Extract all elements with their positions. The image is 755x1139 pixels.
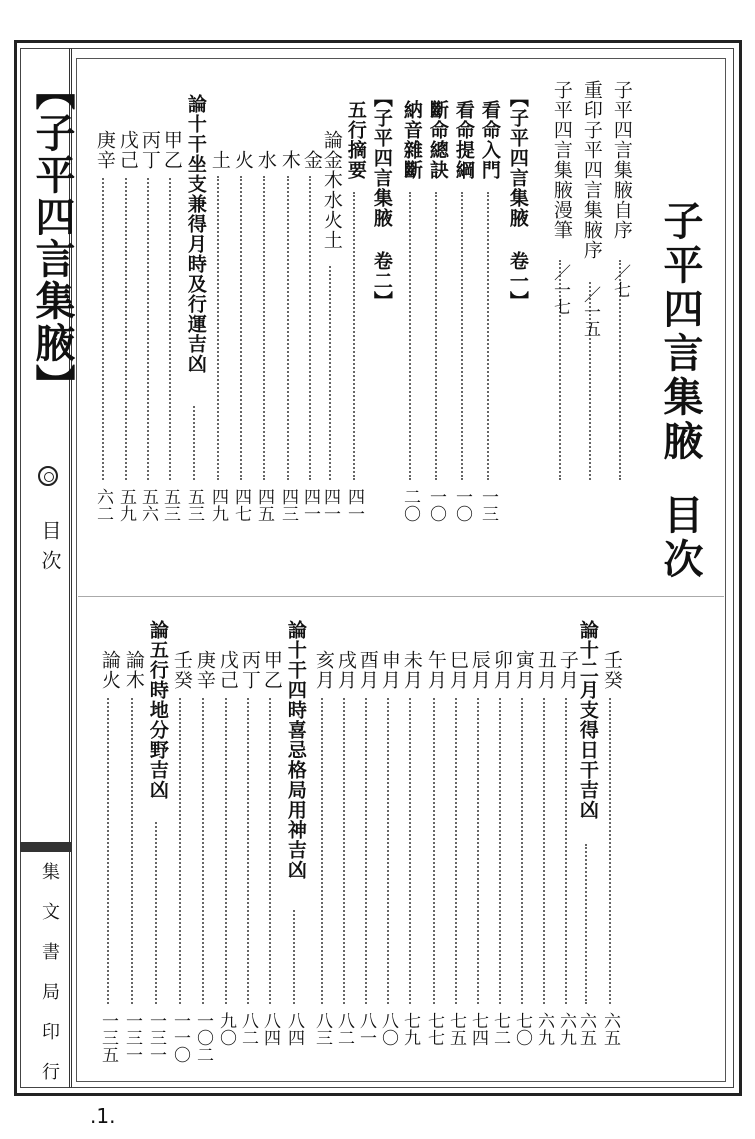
dotted-leader (543, 698, 545, 1004)
toc-entry-page: 四五 (254, 488, 274, 522)
toc-entry-page: 七〇 (512, 1012, 532, 1046)
toc-entry-page: 七二 (490, 1012, 510, 1046)
toc-entry-page: 八四 (260, 1012, 280, 1046)
toc-entry-title: 巳月 (446, 650, 469, 690)
toc-entry-page: 一三一 (122, 1012, 142, 1063)
toc-entry-title: 【子平四言集腋 卷二】 (370, 88, 393, 311)
spine-title: 【子平四言集腋】 (29, 70, 75, 406)
toc-entry-title: 丙丁 (238, 650, 261, 690)
toc-entry-page: 九〇 (216, 1012, 236, 1046)
toc-entry-title: 論十二月支得日干吉凶 (576, 620, 599, 820)
toc-entry-title: 看命提綱 (452, 100, 475, 180)
dotted-leader (263, 176, 265, 480)
dotted-leader (193, 406, 195, 480)
dotted-leader (102, 178, 104, 480)
dotted-leader (309, 176, 311, 480)
toc-heading: 目次 (657, 494, 703, 582)
toc-entry-title: 論五行時地分野吉凶 (146, 620, 169, 800)
dotted-leader (269, 698, 271, 1004)
toc-entry-page: 五三 (184, 488, 204, 522)
toc-entry-page: 八二 (238, 1012, 258, 1046)
dotted-leader (287, 176, 289, 480)
toc-entry-title: 五行摘要 (344, 100, 367, 180)
dotted-leader (179, 698, 181, 1004)
dotted-leader (409, 192, 411, 480)
toc-entry-page: 六五 (600, 1012, 620, 1046)
toc-entry-page: 五三 (160, 488, 180, 522)
toc-entry-page: 八〇 (378, 1012, 398, 1046)
page-number: .1. (90, 1104, 116, 1128)
dotted-leader (343, 698, 345, 1004)
toc-entry-page: ／七 (610, 264, 630, 298)
dotted-leader (107, 698, 109, 1004)
toc-entry-page: 一三五 (98, 1012, 118, 1063)
spine-publisher: 集文書局印行 (39, 862, 60, 1102)
toc-entry-title: 論木 (122, 650, 145, 690)
toc-entry-page: 二〇 (400, 488, 420, 522)
toc-entry-page: 一三一 (146, 1012, 166, 1063)
toc-entry-title: 看命入門 (478, 100, 501, 180)
toc-entry-page: 七九 (400, 1012, 420, 1046)
toc-entry-title: 亥月 (312, 650, 335, 690)
toc-entry-page: 七四 (468, 1012, 488, 1046)
toc-entry-page: 六九 (556, 1012, 576, 1046)
toc-entry-title: 壬癸 (600, 650, 623, 690)
toc-entry-title: 論火 (98, 650, 121, 690)
dotted-leader (247, 698, 249, 1004)
toc-entry-page: ／一七 (550, 264, 570, 315)
dotted-leader (321, 698, 323, 1004)
toc-entry-title: 甲乙 (160, 130, 183, 170)
dotted-leader (477, 698, 479, 1004)
toc-entry-title: 戊己 (116, 130, 139, 170)
toc-entry-page: 四一 (344, 488, 364, 522)
toc-entry-title: 戊己 (216, 650, 239, 690)
spine-section-label: 目次 (38, 520, 62, 580)
dotted-leader (487, 192, 489, 480)
toc-entry-page: 一〇 (452, 488, 472, 522)
toc-entry-title: 重印子平四言集腋序 (580, 80, 603, 260)
toc-entry-title: 子月 (556, 650, 579, 690)
toc-entry-title: 金 (300, 150, 323, 170)
toc-entry-title: 納音雜斷 (400, 100, 423, 180)
dotted-leader (353, 192, 355, 480)
toc-entry-page: 八一 (356, 1012, 376, 1046)
dotted-leader (225, 698, 227, 1004)
toc-entry-title: 土 (208, 150, 231, 170)
dotted-leader (217, 176, 219, 480)
toc-entry-page: 六二 (93, 488, 113, 522)
dotted-leader (585, 844, 587, 1004)
toc-entry-title: 午月 (424, 650, 447, 690)
dotted-leader (521, 698, 523, 1004)
dotted-leader (365, 698, 367, 1004)
toc-entry-title: 斷命總訣 (426, 100, 449, 180)
toc-entry-title: 論金木水火土 (320, 130, 343, 250)
toc-entry-page: 四一 (320, 488, 340, 522)
toc-entry-title: 論十干四時喜忌格局用神吉凶 (284, 620, 307, 880)
toc-entry-title: 卯月 (490, 650, 513, 690)
toc-entry-title: 火 (231, 150, 254, 170)
toc-entry-title: 寅月 (512, 650, 535, 690)
toc-entry-title: 論十干坐支兼得月時及行運吉凶 (184, 94, 207, 374)
dotted-leader (125, 178, 127, 480)
double-circle-icon (38, 466, 58, 486)
toc-entry-page: 一三 (478, 488, 498, 522)
toc-entry-title: 壬癸 (170, 650, 193, 690)
toc-entry-title: 【子平四言集腋 卷一】 (506, 88, 529, 311)
dotted-leader (131, 698, 133, 1004)
dotted-leader (461, 192, 463, 480)
toc-entry-title: 辰月 (468, 650, 491, 690)
dotted-leader (169, 178, 171, 480)
toc-entry-page: 八四 (284, 1012, 304, 1046)
dotted-leader (435, 192, 437, 480)
page-title (652, 200, 709, 582)
toc-entry-title: 申月 (378, 650, 401, 690)
toc-entry-title: 甲乙 (260, 650, 283, 690)
dotted-leader (202, 698, 204, 1004)
toc-entry-page: 六五 (576, 1012, 596, 1046)
dotted-leader (565, 698, 567, 1004)
toc-entry-title: 戌月 (334, 650, 357, 690)
toc-entry-page: 四三 (278, 488, 298, 522)
dotted-leader (387, 698, 389, 1004)
spine-divider-band (20, 842, 72, 852)
toc-entry-page: ／一五 (580, 286, 600, 337)
toc-entry-page: 四七 (231, 488, 251, 522)
toc-entry-page: 五六 (138, 488, 158, 522)
toc-entry-title: 未月 (400, 650, 423, 690)
dotted-leader (609, 698, 611, 1004)
toc-entry-page: 六九 (534, 1012, 554, 1046)
toc-entry-page: 一一〇 (170, 1012, 190, 1063)
toc-entry-title: 丙丁 (138, 130, 161, 170)
dotted-leader (455, 698, 457, 1004)
dotted-leader (329, 266, 331, 480)
dotted-leader (240, 176, 242, 480)
toc-entry-title: 庚辛 (193, 650, 216, 690)
toc-entry-title: 丑月 (534, 650, 557, 690)
toc-entry-page: 四九 (208, 488, 228, 522)
toc-entry-page: 五九 (116, 488, 136, 522)
toc-entry-title: 子平四言集腋漫筆 (550, 80, 573, 240)
toc-entry-title: 子平四言集腋自序 (610, 80, 633, 240)
book-title: 子平四言集腋 (657, 200, 703, 464)
toc-entry-title: 木 (278, 150, 301, 170)
toc-entry-title: 水 (254, 150, 277, 170)
toc-entry-page: 四一 (300, 488, 320, 522)
toc-entry-page: 一〇二 (193, 1012, 213, 1063)
dotted-leader (147, 178, 149, 480)
dotted-leader (155, 822, 157, 1004)
toc-entry-title: 酉月 (356, 650, 379, 690)
dotted-leader (433, 698, 435, 1004)
toc-entry-page: 七五 (446, 1012, 466, 1046)
dotted-leader (293, 910, 295, 1004)
toc-entry-page: 七七 (424, 1012, 444, 1046)
dotted-leader (409, 698, 411, 1004)
toc-entry-page: 八二 (334, 1012, 354, 1046)
toc-entry-page: 一〇 (426, 488, 446, 522)
dotted-leader (499, 698, 501, 1004)
section-divider (78, 596, 724, 597)
toc-entry-title: 庚辛 (93, 130, 116, 170)
toc-entry-page: 八三 (312, 1012, 332, 1046)
